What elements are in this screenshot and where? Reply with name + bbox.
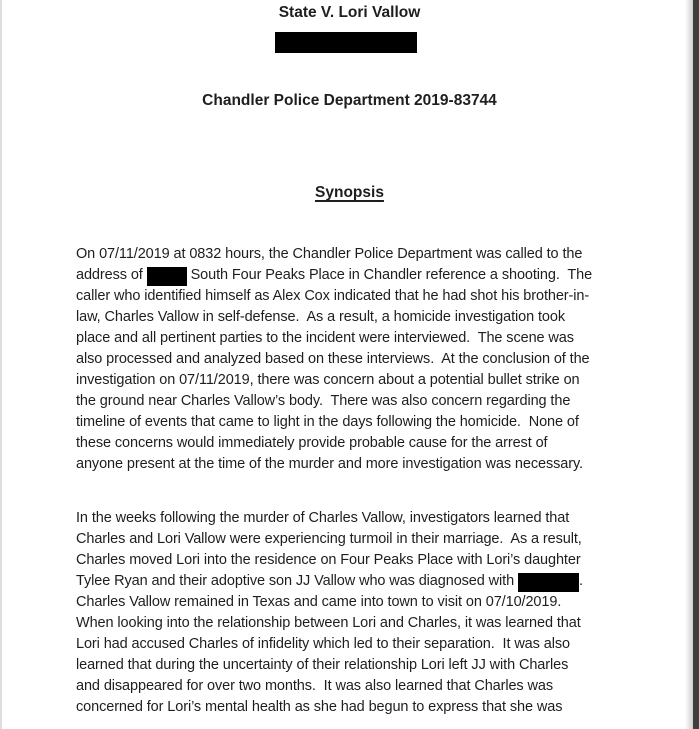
document-line: timeline of events that came to light in the days following the homicide. None of bbox=[76, 414, 579, 430]
redaction-box bbox=[518, 573, 579, 592]
paragraph-2 bbox=[76, 508, 636, 718]
document-line: also processed and analyzed based on these interviews. At the conclusion of the bbox=[76, 351, 590, 367]
paragraph-1 bbox=[76, 244, 636, 475]
document-line: When looking into the relationship between Lori and Charles, it was learned that bbox=[76, 615, 581, 631]
document-line: learned that during the uncertainty of their relationship Lori left JJ with Charles bbox=[76, 657, 569, 673]
department-heading: Chandler Police Department 2019-83744 bbox=[202, 92, 497, 109]
document-line: Charles Vallow remained in Texas and came into town to visit on 07/10/2019. bbox=[76, 594, 562, 610]
redaction-box bbox=[147, 267, 187, 286]
document-line: address of South Four Peaks Place in Chandler reference a shooting. The bbox=[76, 265, 636, 286]
document-line: place and all pertinent parties to the incident were interviewed. The scene was bbox=[76, 330, 574, 346]
document-line: Charles moved Lori into the residence on Four Peaks Place with Lori’s daughter bbox=[76, 552, 581, 568]
synopsis-heading: Synopsis bbox=[315, 184, 384, 201]
document-line: anyone present at the time of the murder and more investigation was necessary. bbox=[76, 456, 583, 472]
document-line: concerned for Lori’s mental health as she had begun to express that she was bbox=[76, 699, 563, 715]
case-title: State V. Lori Vallow bbox=[278, 4, 421, 21]
document-line: In the weeks following the murder of Charles Vallow, investigators learned that bbox=[76, 510, 570, 526]
document-body bbox=[76, 244, 636, 718]
document-line: On 07/11/2019 at 0832 hours, the Chandler Police Department was called to the bbox=[76, 246, 583, 262]
document-line: caller who identified himself as Alex Cox indicated that he had shot his brother-in- bbox=[76, 288, 590, 304]
document-line: and disappeared for over two months. It was also learned that Charles was bbox=[76, 678, 553, 694]
document-line: law, Charles Vallow in self-defense. As a result, a homicide investigation took bbox=[76, 309, 566, 325]
document-line: investigation on 07/11/2019, there was concern about a potential bullet strike on bbox=[76, 372, 580, 388]
redaction-bar bbox=[275, 32, 417, 53]
document-line: Tylee Ryan and their adoptive son JJ Vallow who was diagnosed with . bbox=[76, 571, 636, 592]
document-line: the ground near Charles Vallow’s body. There was also concern regarding the bbox=[76, 393, 571, 409]
document-line: these concerns would immediately provide probable cause for the arrest of bbox=[76, 435, 548, 451]
document-line: Charles and Lori Vallow were experiencing turmoil in their marriage. As a result, bbox=[76, 531, 582, 547]
document-line: Lori had accused Charles of infidelity which led to their separation. It was also bbox=[76, 636, 570, 652]
